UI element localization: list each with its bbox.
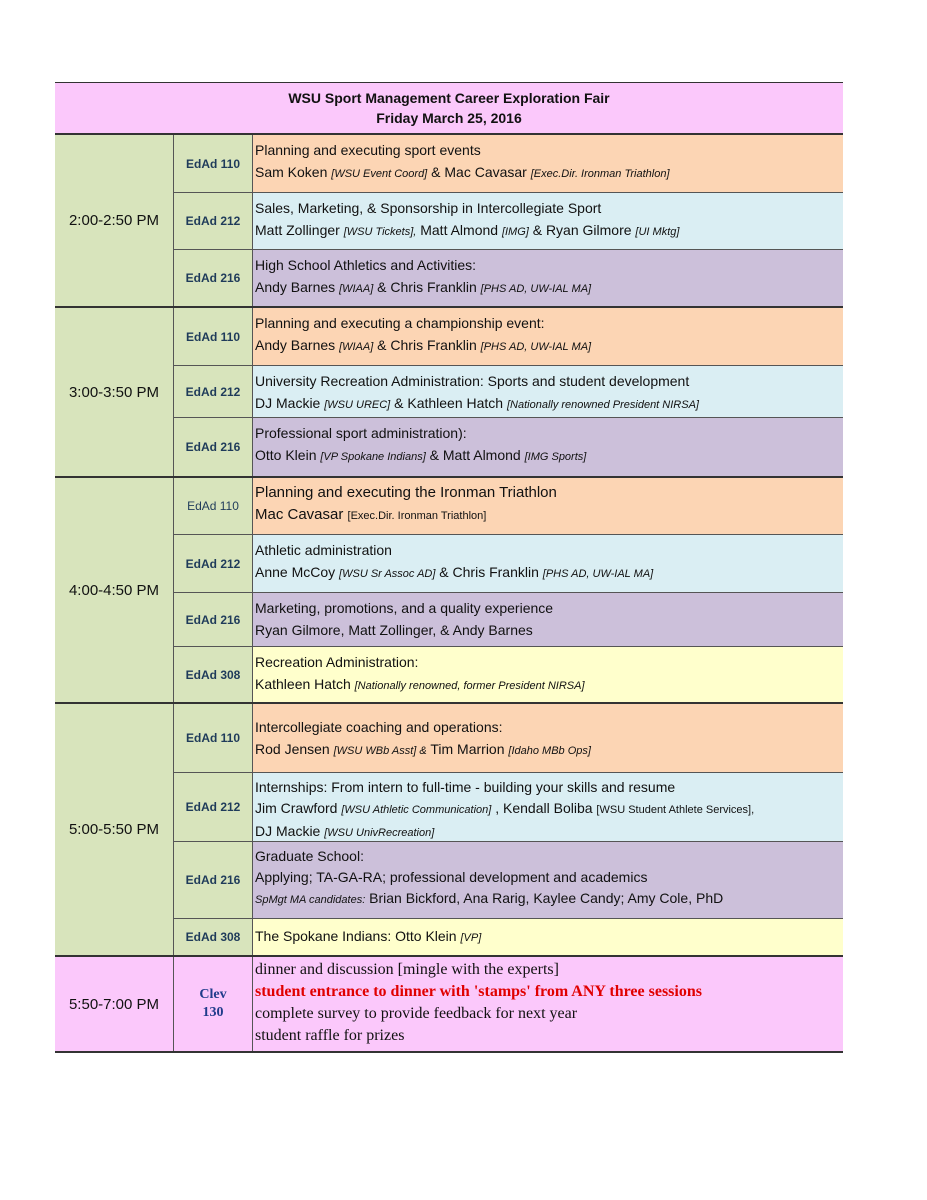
presenter: Matt Zollinger: [255, 222, 344, 238]
title-text: The Spokane Indians: Otto Klein: [255, 928, 461, 944]
session-presenters: [255, 504, 843, 527]
session-title: Intercollegiate coaching and operations:: [255, 719, 503, 735]
room-label: EdAd 110: [174, 478, 253, 534]
session-content: [253, 773, 843, 841]
session-row: [174, 250, 843, 306]
room-label: EdAd 216: [174, 418, 253, 476]
affiliation: [Idaho MBb Ops]: [508, 745, 591, 757]
dinner-line: student raffle for prizes: [255, 1027, 405, 1044]
room-line: 130: [202, 1005, 224, 1020]
session-content: [253, 919, 843, 955]
session-presenters: [255, 561, 843, 585]
room-label: EdAd 216: [174, 593, 253, 646]
session-title: Planning and executing the Ironman Triathlon: [255, 484, 557, 501]
session-row: [174, 593, 843, 647]
presenter: , Kendall Boliba: [491, 800, 597, 816]
affiliation: [WSU WBb Asst] &: [333, 745, 427, 757]
session-content: [253, 842, 843, 918]
event-date: Friday March 25, 2016: [376, 110, 522, 126]
session-presenters: [255, 673, 843, 697]
presenter: & Mac Cavasar: [427, 164, 531, 180]
presenter: Andy Barnes: [255, 337, 340, 353]
presenter: Andy Barnes: [255, 279, 340, 295]
session-title: [255, 925, 843, 949]
session-content: [253, 593, 843, 646]
session-presenters: [255, 276, 843, 300]
affiliation: [PHS AD, UW-IAL MA]: [542, 568, 654, 580]
presenter: & Matt Almond: [425, 447, 525, 463]
session-presenters: [255, 219, 843, 243]
presenter: & Kathleen Hatch: [390, 395, 507, 411]
session-presenters: [255, 798, 843, 821]
time-block-2: [55, 308, 843, 478]
session-presenters: [255, 161, 843, 185]
session-presenters: [255, 738, 843, 762]
session-content: [253, 647, 843, 702]
session-title: Internships: From intern to full-time - building your skills and resume: [255, 779, 676, 795]
session-title: High School Athletics and Activities:: [255, 257, 477, 273]
time-block-4: [55, 704, 843, 957]
affiliation: [PHS AD, UW-IAL MA]: [480, 283, 592, 295]
session-content: [253, 250, 843, 306]
room-label: EdAd 110: [174, 704, 253, 772]
affiliation: [UI Mktg]: [635, 226, 680, 238]
session-presenters: Ryan Gilmore, Matt Zollinger, & Andy Barnes: [255, 622, 533, 638]
candidates-label: SpMgt MA candidates:: [255, 894, 366, 906]
affiliation: [WIAA]: [339, 283, 374, 295]
stamps-notice: student entrance to dinner with 'stamps' from ANY three sessions: [255, 983, 702, 1000]
session-row: [174, 418, 843, 476]
affiliation: [IMG]: [501, 226, 529, 238]
schedule-header: [55, 82, 843, 135]
session-title: Professional sport administration):: [255, 425, 467, 441]
affiliation: [VP Spokane Indians]: [320, 451, 426, 463]
dinner-line: complete survey to provide feedback for next year: [255, 1005, 578, 1022]
time-slot: 3:00-3:50 PM: [55, 308, 174, 476]
presenter: Rod Jensen: [255, 741, 334, 757]
presenter: Mac Cavasar: [255, 506, 348, 523]
session-row: [174, 842, 843, 919]
room-label: EdAd 212: [174, 193, 253, 249]
event-title: WSU Sport Management Career Exploration Fair: [288, 90, 610, 106]
room-label: EdAd 212: [174, 773, 253, 841]
room-line: Clev: [199, 987, 227, 1002]
session-row: [174, 647, 843, 702]
session-row: [174, 704, 843, 773]
affiliation: [PHS AD, UW-IAL MA]: [480, 341, 592, 353]
presenter: & Chris Franklin: [435, 564, 543, 580]
affiliation: [Exec.Dir. Ironman Triathlon]: [530, 168, 670, 180]
room-label: EdAd 212: [174, 366, 253, 417]
session-content: [253, 135, 843, 192]
session-content: [253, 418, 843, 476]
session-title: Sales, Marketing, & Sponsorship in Intercollegiate Sport: [255, 200, 602, 216]
session-title: Recreation Administration:: [255, 654, 419, 670]
presenter: Otto Klein: [255, 447, 321, 463]
affiliation: [Exec.Dir. Ironman Triathlon]: [347, 510, 487, 522]
session-row: [174, 919, 843, 955]
affiliation: [Nationally renowned President NIRSA]: [506, 399, 699, 411]
dinner-content: [253, 957, 843, 1051]
session-content: [253, 193, 843, 249]
presenter: Kathleen Hatch: [255, 676, 355, 692]
affiliation: [Nationally renowned, former President NIRSA]: [354, 680, 585, 692]
affiliation: [WSU UREC]: [324, 399, 391, 411]
session-title: Athletic administration: [255, 542, 392, 558]
affiliation: [VP]: [460, 932, 482, 944]
session-presenters: [255, 392, 843, 416]
room-label: EdAd 308: [174, 919, 253, 955]
session-presenters: [255, 444, 843, 468]
affiliation: [WSU Event Coord]: [331, 168, 428, 180]
affiliation: [WSU Tickets],: [343, 226, 417, 238]
room-label: EdAd 110: [174, 308, 253, 365]
session-title: Graduate School:: [255, 848, 364, 864]
session-content: [253, 535, 843, 592]
affiliation: [WIAA]: [339, 341, 374, 353]
dinner-block: [55, 957, 843, 1053]
session-content: [253, 308, 843, 365]
session-content: [253, 704, 843, 772]
session-title: Planning and executing sport events: [255, 142, 481, 158]
affiliation: [WSU Athletic Communication]: [341, 804, 492, 816]
session-content: [253, 366, 843, 417]
session-presenters: [255, 334, 843, 358]
presenter: Brian Bickford, Ana Rarig, Kaylee Candy; Amy Cole, PhD: [365, 890, 724, 906]
time-block-1: [55, 135, 843, 308]
time-slot: 5:00-5:50 PM: [55, 704, 174, 955]
schedule-sheet: [55, 82, 843, 1053]
session-row: [174, 135, 843, 193]
presenter: & Chris Franklin: [373, 337, 481, 353]
affiliation: [IMG Sports]: [524, 451, 587, 463]
room-label: EdAd 212: [174, 535, 253, 592]
room-label: EdAd 216: [174, 250, 253, 306]
presenter: & Chris Franklin: [373, 279, 481, 295]
affiliation: [WSU Student Athlete Services],: [596, 804, 755, 816]
session-row: [174, 366, 843, 418]
room-label: EdAd 110: [174, 135, 253, 192]
session-row: [174, 773, 843, 842]
room-label: EdAd 216: [174, 842, 253, 918]
time-slot: 2:00-2:50 PM: [55, 135, 174, 306]
session-row: [174, 478, 843, 535]
session-title: University Recreation Administration: Sports and student development: [255, 373, 690, 389]
session-row: [174, 193, 843, 250]
presenter: Anne McCoy: [255, 564, 340, 580]
time-slot: 4:00-4:50 PM: [55, 478, 174, 702]
presenter: Sam Koken: [255, 164, 332, 180]
session-presenters: [255, 888, 843, 911]
session-title: Marketing, promotions, and a quality experience: [255, 600, 554, 616]
dinner-line: dinner and discussion [mingle with the experts]: [255, 961, 559, 978]
presenter: DJ Mackie: [255, 395, 325, 411]
session-content: [253, 478, 843, 534]
room-label: [174, 957, 253, 1051]
session-presenters: [255, 821, 843, 844]
presenter: Jim Crawford: [255, 800, 342, 816]
session-title: Planning and executing a championship event:: [255, 315, 545, 331]
presenter: & Ryan Gilmore: [528, 222, 636, 238]
session-detail: Applying; TA-GA-RA; professional development and academics: [255, 869, 648, 885]
time-slot: 5:50-7:00 PM: [55, 957, 174, 1051]
room-label: EdAd 308: [174, 647, 253, 702]
presenter: DJ Mackie: [255, 823, 325, 839]
session-row: [174, 308, 843, 366]
affiliation: [WSU Sr Assoc AD]: [339, 568, 436, 580]
affiliation: [WSU UnivRecreation]: [324, 827, 435, 839]
session-row: [174, 535, 843, 593]
presenter: Matt Almond: [416, 222, 502, 238]
presenter: Tim Marrion: [426, 741, 509, 757]
time-block-3: [55, 478, 843, 704]
